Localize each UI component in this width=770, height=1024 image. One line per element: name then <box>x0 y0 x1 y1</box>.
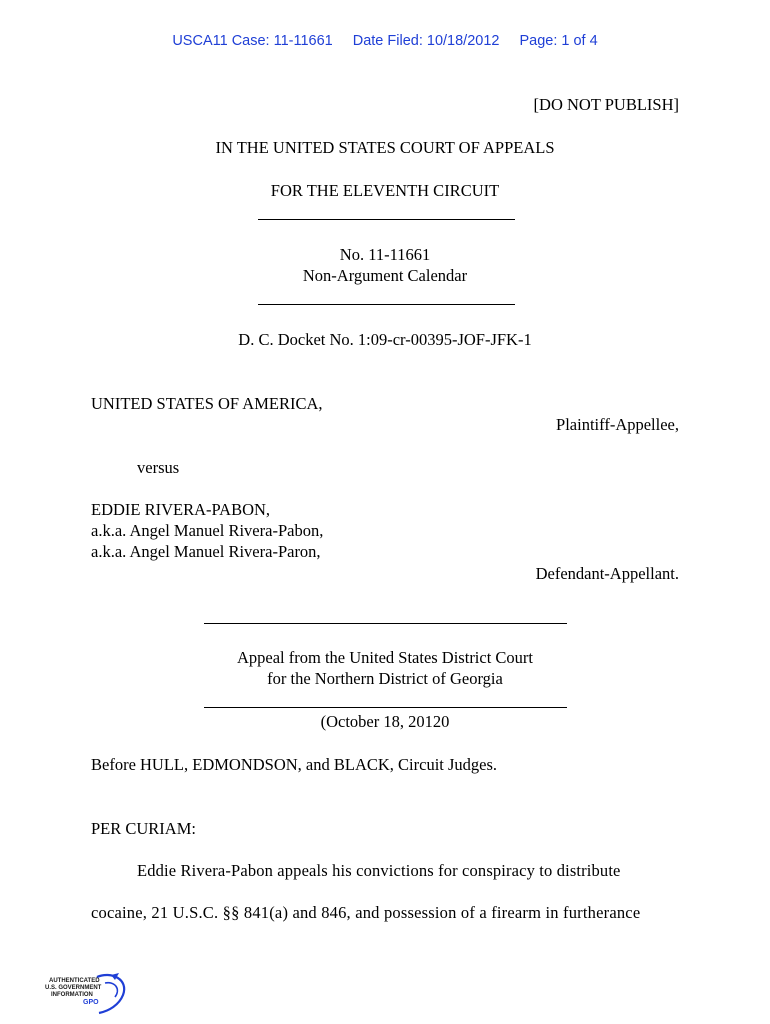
decision-date: (October 18, 20120 <box>320 712 450 731</box>
seal-text-government: U.S. GOVERNMENT <box>45 985 102 991</box>
divider-rule <box>258 219 515 220</box>
case-header-stamp <box>0 33 770 49</box>
defendant-alias-1: a.k.a. Angel Manuel Rivera-Pabon, <box>91 521 324 540</box>
opinion-text-line: Eddie Rivera-Pabon appeals his convictions for conspiracy to distribute <box>137 861 621 880</box>
circuit-name: FOR THE ELEVENTH CIRCUIT <box>270 181 500 200</box>
plaintiff-name: UNITED STATES OF AMERICA, <box>91 394 323 413</box>
panel-judges: Before HULL, EDMONDSON, and BLACK, Circuit Judges. <box>91 755 498 774</box>
seal-text-information: INFORMATION <box>51 992 93 998</box>
divider-rule <box>204 707 567 708</box>
versus-label: versus <box>137 458 180 477</box>
case-number-stamp: USCA11 Case: 11-11661 <box>172 33 333 49</box>
divider-rule <box>204 623 567 624</box>
seal-text-authenticated: AUTHENTICATED <box>49 978 100 984</box>
gpo-authenticated-seal <box>45 973 135 1017</box>
publish-note: [DO NOT PUBLISH] <box>533 95 679 114</box>
docket-number: D. C. Docket No. 1:09-cr-00395-JOF-JFK-1 <box>238 330 532 349</box>
page-count-stamp: Page: 1 of 4 <box>519 33 598 49</box>
seal-text-gpo: GPO <box>83 999 99 1006</box>
date-filed-stamp: Date Filed: 10/18/2012 <box>352 33 500 49</box>
defendant-alias-2: a.k.a. Angel Manuel Rivera-Paron, <box>91 542 321 561</box>
calendar-type: Non-Argument Calendar <box>302 266 468 285</box>
court-name: IN THE UNITED STATES COURT OF APPEALS <box>215 138 555 157</box>
defendant-role: Defendant-Appellant. <box>535 564 679 583</box>
plaintiff-role: Plaintiff-Appellee, <box>556 415 679 434</box>
per-curiam-heading: PER CURIAM: <box>91 819 196 838</box>
appeal-district: for the Northern District of Georgia <box>267 669 503 688</box>
case-number: No. 11-11661 <box>339 245 431 264</box>
defendant-name: EDDIE RIVERA-PABON, <box>91 500 271 519</box>
appeal-origin: Appeal from the United States District Court <box>236 648 534 667</box>
opinion-text-line: cocaine, 21 U.S.C. §§ 841(a) and 846, and possession of a firearm in furtherance <box>91 903 641 922</box>
divider-rule <box>258 304 515 305</box>
